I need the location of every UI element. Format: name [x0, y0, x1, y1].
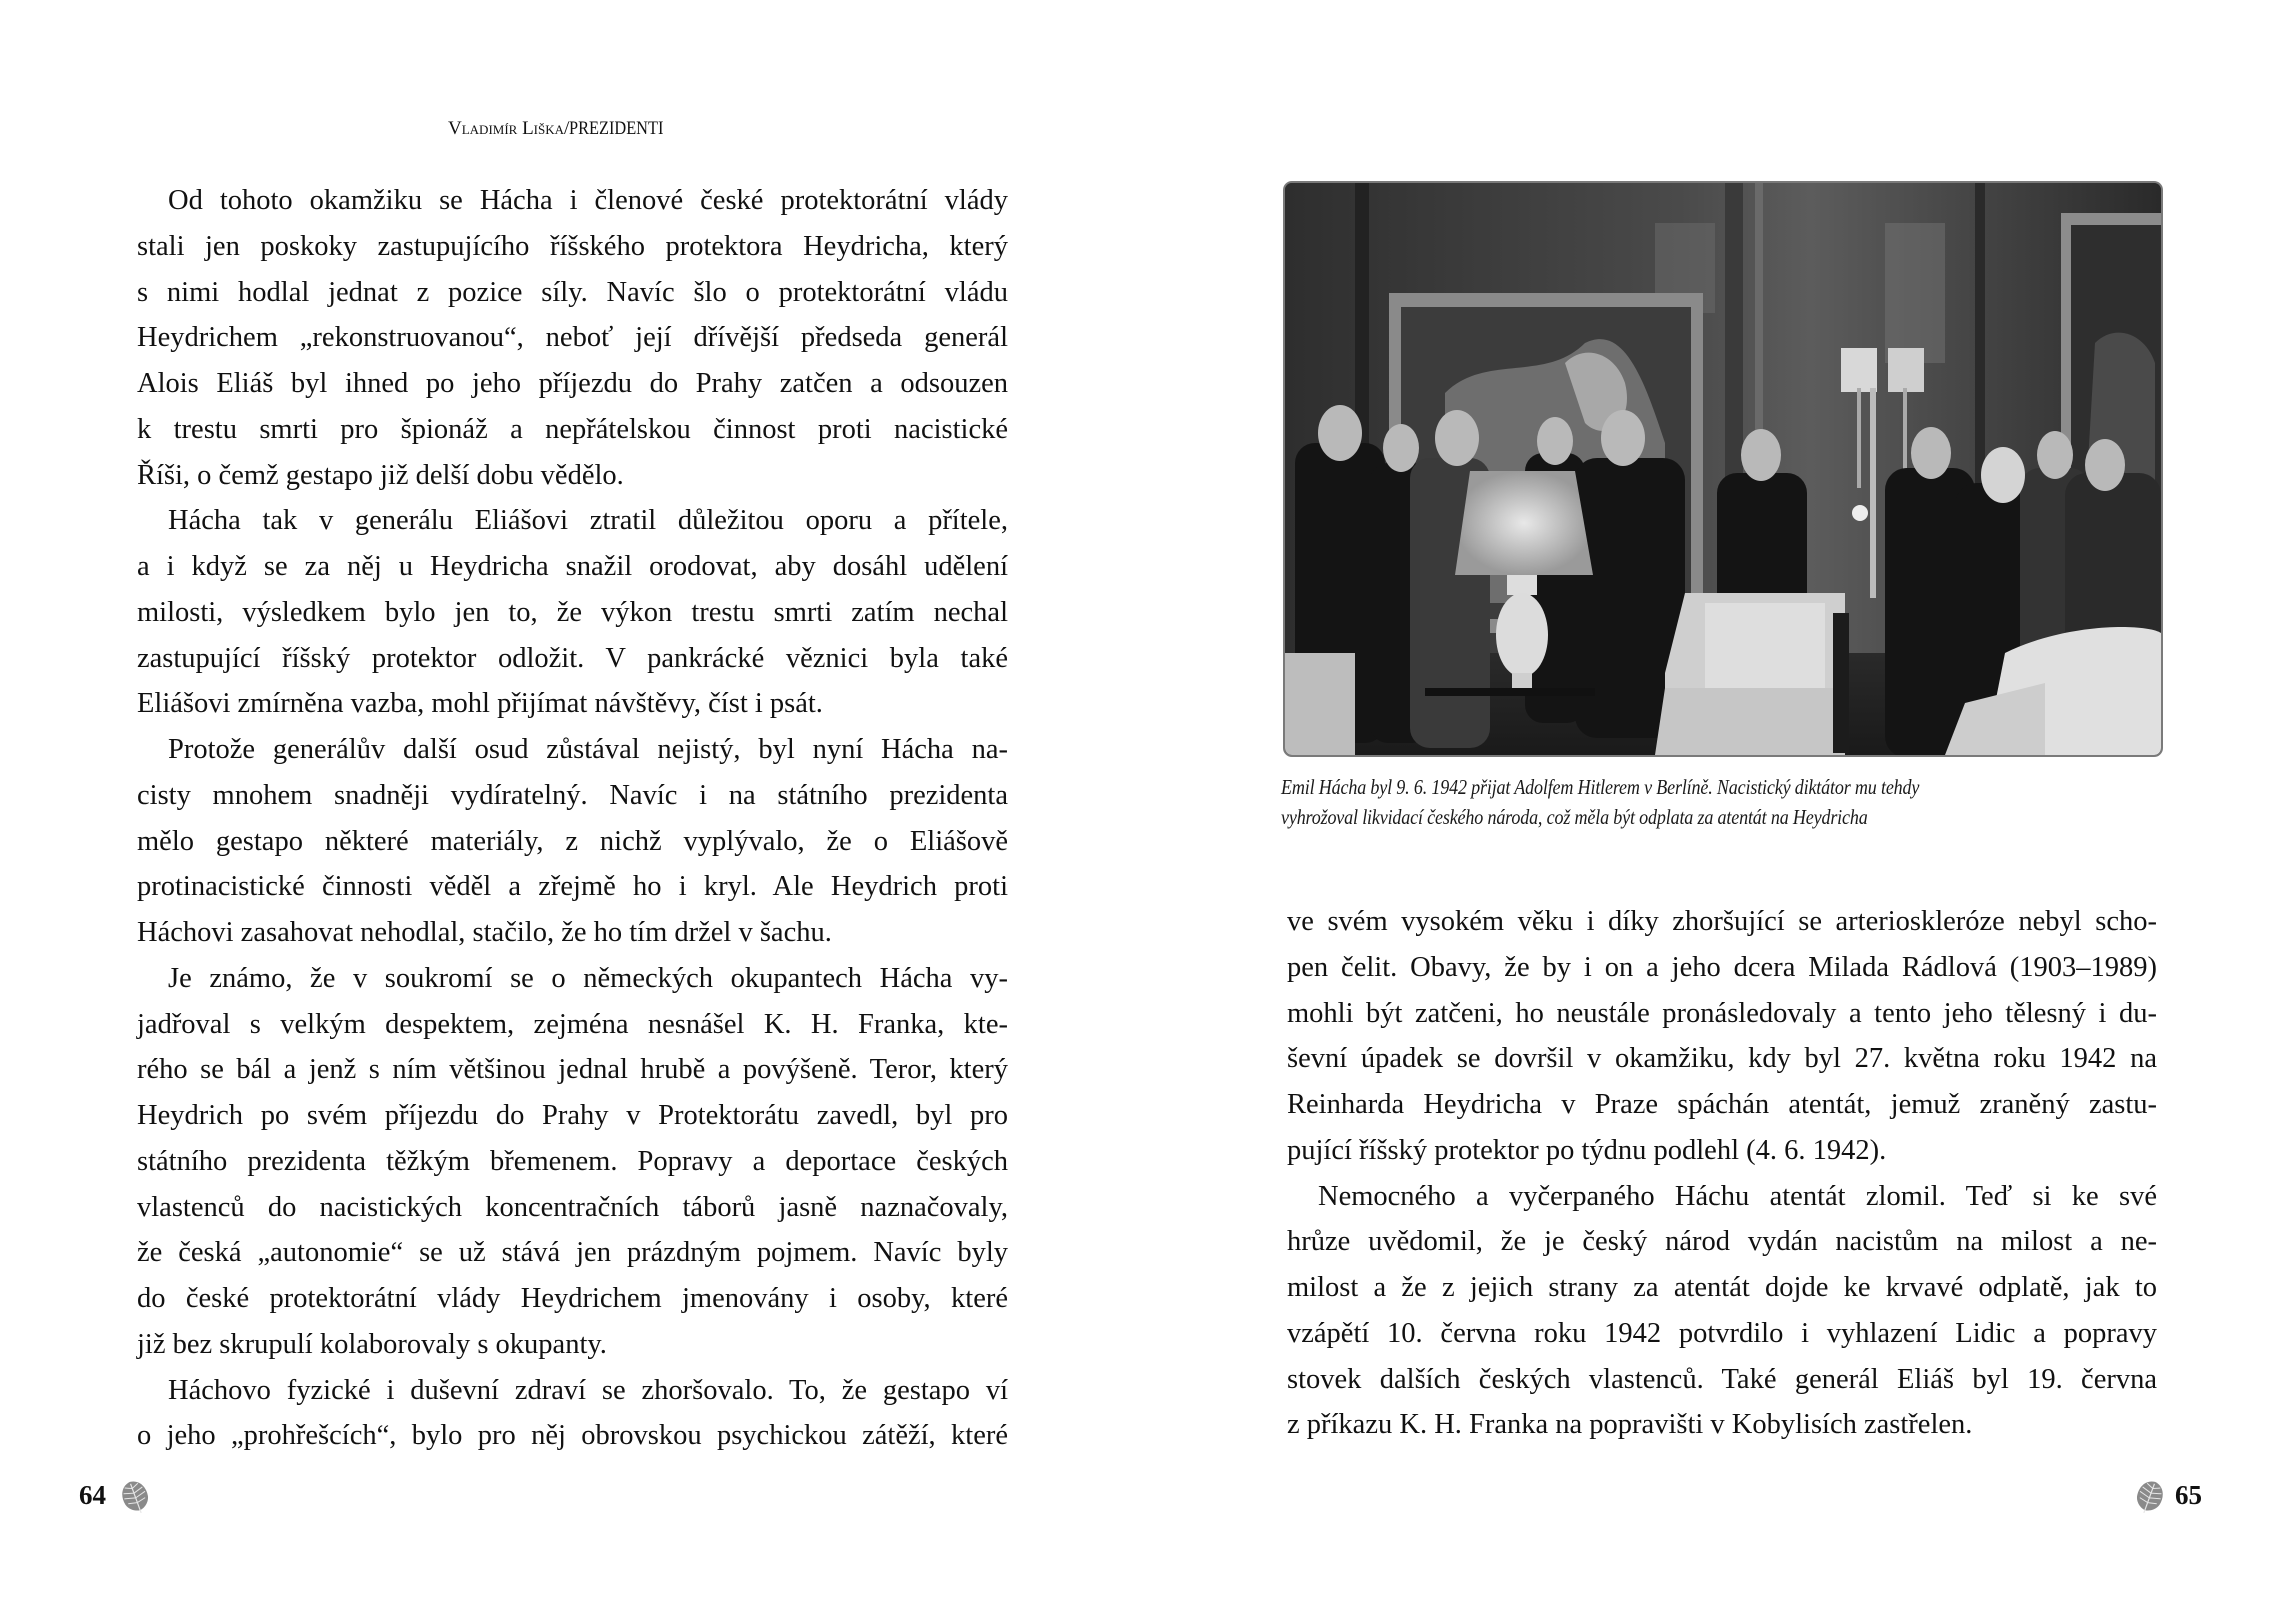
- text-line: Protože generálův další osud zůstával nejistý, byl nyní Hácha na-: [168, 734, 1008, 765]
- text-line: Od tohoto okamžiku se Hácha i členové české protektorátní vlády: [168, 185, 1008, 216]
- text-line: a i když se za něj u Heydricha snažil orodovat, aby dosáhl udělení: [137, 551, 1008, 582]
- leaf-icon: [119, 1479, 151, 1513]
- text-line: Háchovi zasahovat nehodlal, stačilo, že ho tím držel v šachu.: [137, 917, 832, 948]
- text-line: Je známo, že v soukromí se o německých okupantech Hácha vy-: [168, 962, 1008, 994]
- text-line: Háchovo fyzické i duševní zdraví se zhoršovalo. To, že gestapo ví: [168, 1374, 1008, 1406]
- page-number-left: 64: [79, 1480, 106, 1510]
- text-line: státního prezidenta těžkým břemenem. Popravy a deportace českých: [137, 1145, 1008, 1177]
- text-line: stali jen poskoky zastupujícího říšského protektora Heydricha, který: [137, 230, 1008, 262]
- text-line: milost a že z jejich strany za atentát dojde ke krvavé odplatě, jak to: [1287, 1272, 2157, 1303]
- text-line: mělo gestapo některé materiály, z nichž vyplývalo, že o Eliášově: [137, 825, 1008, 857]
- page-number-right: 65: [2175, 1480, 2202, 1510]
- text-line: Hácha tak v generálu Eliášovi ztratil důležitou oporu a přítele,: [168, 505, 1008, 537]
- text-line: hrůze uvědomil, že je český národ vydán nacistům na milost a ne-: [1287, 1226, 2157, 1258]
- text-line: s nimi hodlal jednat z pozice síly. Navíc šlo o protektorátní vládu: [137, 276, 1008, 308]
- caption-line: vyhrožoval likvidací českého národa, což měla být odplata za atentát na Heydricha: [1281, 805, 1868, 829]
- text-line: ve svém vysokém věku i díky zhoršující se arterioskleróze nebyl scho-: [1287, 906, 2157, 937]
- text-line: že česká „autonomie“ se už stává jen prázdným pojmem. Navíc byly: [137, 1237, 1008, 1269]
- text-line: Říši, o čemž gestapo již delší dobu vědělo.: [137, 459, 624, 491]
- text-line: stovek dalších českých vlastenců. Také generál Eliáš byl 19. června: [1287, 1363, 2157, 1395]
- photo-image: [1285, 183, 2161, 755]
- text-line: ševní úpadek se dovršil v okamžiku, kdy byl 27. května roku 1942 na: [1287, 1043, 2157, 1075]
- text-line: Alois Eliáš byl ihned po jeho příjezdu do Prahy zatčen a odsouzen: [137, 368, 1008, 399]
- text-line: do české protektorátní vlády Heydrichem jmenovány i osoby, které: [137, 1283, 1008, 1314]
- text-line: Heydrich po svém příjezdu do Prahy v Protektorátu zavedl, byl pro: [137, 1100, 1008, 1131]
- text-line: pující říšský protektor po týdnu podlehl (4. 6. 1942).: [1287, 1134, 1887, 1166]
- leaf-icon: [2134, 1479, 2166, 1513]
- text-line: Heydrichem „rekonstruovanou“, neboť její dřívější předseda generál: [137, 322, 1008, 354]
- running-head-separator: /: [564, 118, 570, 139]
- text-line: cisty mnohem snadněji vydíratelný. Navíc i na státního prezidenta: [137, 779, 1008, 811]
- text-line: rého se bál a jenž s ním většinou jednal hrubě a povýšeně. Teror, který: [137, 1054, 1008, 1086]
- historical-photo: [1283, 181, 2163, 757]
- left-page-text: [137, 178, 1008, 1459]
- text-line: protinacistické činnosti věděl a zřejmě ho i kryl. Ale Heydrich proti: [137, 871, 1008, 903]
- text-line: mohli být zatčeni, ho neustále pronásledovaly a tento jeho tělesný i du-: [1287, 997, 2157, 1029]
- running-head: [448, 118, 688, 144]
- text-line: o jeho „prohřešcích“, bylo pro něj obrovskou psychickou zátěží, které: [137, 1420, 1008, 1452]
- text-line: Reinharda Heydricha v Praze spáchán atentát, jemuž zraněný zastu-: [1287, 1089, 2157, 1120]
- text-line: k trestu smrti pro špionáž a nepřátelskou činnost proti nacistické: [137, 413, 1008, 445]
- text-line: jadřoval s velkým despektem, zejména nesnášel K. H. Franka, kte-: [137, 1008, 1008, 1040]
- text-line: vlastenců do nacistických koncentračních táborů jasně naznačovaly,: [137, 1191, 1008, 1223]
- running-head-author: Vladimír Liška: [448, 118, 565, 139]
- caption-line: Emil Hácha byl 9. 6. 1942 přijat Adolfem Hitlerem v Berlíně. Nacistický diktátor mu tehdy: [1281, 775, 1920, 799]
- text-line: zastupující říšský protektor odložit. V pankrácké věznici byla také: [137, 642, 1008, 674]
- right-page-text: [1287, 899, 2157, 1448]
- text-line: z příkazu K. H. Franka na popravišti v Kobylisích zastřelen.: [1287, 1409, 1973, 1441]
- text-line: Eliášovi zmírněna vazba, mohl přijímat návštěvy, číst i psát.: [137, 688, 823, 720]
- text-line: Nemocného a vyčerpaného Háchu atentát zlomil. Teď si ke své: [1318, 1180, 2157, 1212]
- text-line: milosti, výsledkem bylo jen to, že výkon trestu smrti zatím nechal: [137, 596, 1008, 628]
- running-head-title: PREZIDENTI: [569, 118, 664, 139]
- photo-caption: [1281, 772, 2161, 832]
- text-line: vzápětí 10. června roku 1942 potvrdilo i vyhlazení Lidic a popravy: [1287, 1317, 2157, 1349]
- text-line: pen čelit. Obavy, že by i on a jeho dcera Milada Rádlová (1903–1989): [1287, 951, 2157, 983]
- text-line: již bez skrupulí kolaborovaly s okupanty.: [137, 1328, 607, 1360]
